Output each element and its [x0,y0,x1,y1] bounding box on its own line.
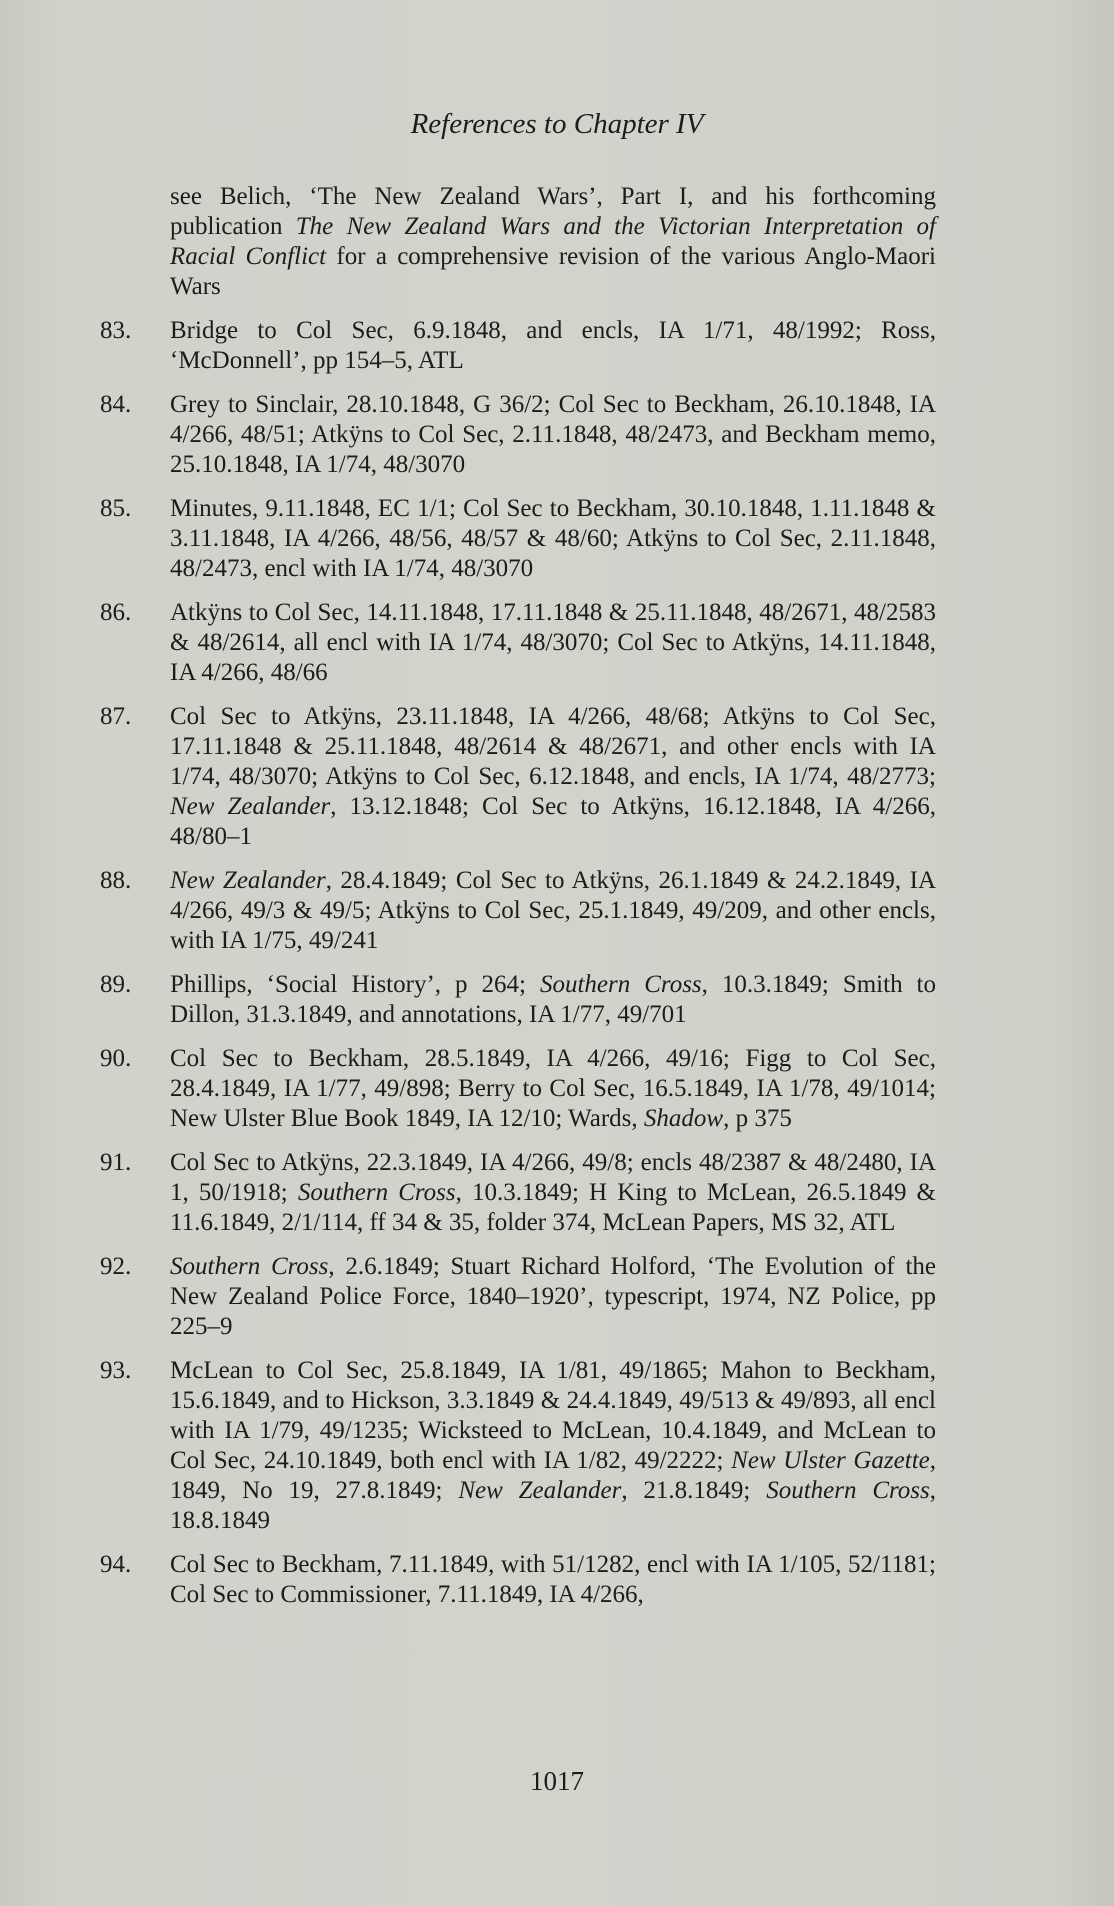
text-run: , 18.8.1849 [170,1477,936,1534]
text-run: Col Sec to Beckham, 28.5.1849, IA 4/266, 49/16; Figg to Col Sec, 28.4.1849, IA 1/77, 49/898; Berry to Col Sec, 16.5.1849, IA 1/78, 49/1014; New Ulster Blue Book 1849, IA 12/10; Wards, [170,1045,936,1132]
reference-number: 91. [100,1149,132,1176]
italic-title: Southern Cross [539,971,702,998]
reference-entries [100,316,936,1610]
italic-title: Southern Cross [766,1477,930,1504]
reference-text [170,316,936,376]
reference-number: 86. [100,599,132,626]
text-run: Atkÿns to Col Sec, 14.11.1848, 17.11.1848 & 25.11.1848, 48/2671, 48/2583 & 48/2614, all encl with IA 1/74, 48/3070; Col Sec to Atkÿns, 14.11.1848, IA 4/266, 48/66 [170,599,936,686]
reference-text [170,390,936,480]
reference-number: 85. [100,495,132,522]
text-run: , 1849, No 19, 27.8.1849; [170,1447,936,1504]
reference-entry [100,494,936,584]
reference-entry [100,1252,936,1342]
text-run: see Belich, ‘The New Zealand Wars’, Part I, and his forthcoming publication [170,183,936,240]
reference-entry [100,316,936,376]
text-run: , 28.4.1849; Col Sec to Atkÿns, 26.1.1849 & 24.2.1849, IA 4/266, 49/3 & 49/5; Atkÿns to Col Sec, 25.1.1849, 49/209, and other encls, with IA 1/75, 49/241 [170,867,936,954]
italic-title: Southern Cross [170,1253,329,1280]
text-run: , 2.6.1849; Stuart Richard Holford, ‘The Evolution of the New Zealand Police Force, 1840–1920’, typescript, 1974, NZ Police, pp 225–9 [170,1253,936,1340]
reference-entry [100,390,936,480]
italic-title: The New Zealand Wars and the Victorian Interpretation of Racial Conflict [170,213,936,270]
text-run: Grey to Sinclair, 28.10.1848, G 36/2; Col Sec to Beckham, 26.10.1848, IA 4/266, 48/51; Atkÿns to Col Sec, 2.11.1848, 48/2473, and Beckham memo, 25.10.1848, IA 1/74, 48/3070 [170,391,936,478]
text-run: Phillips, ‘Social History’, p 264; [170,971,540,998]
references-list [100,182,936,1624]
reference-text [170,866,936,956]
text-run: Col Sec to Atkÿns, 23.11.1848, IA 4/266, 48/68; Atkÿns to Col Sec, 17.11.1848 & 25.11.1848, 48/2614 & 48/2671, and other encls with IA 1/74, 48/3070; Atkÿns to Col Sec, 6.12.1848, and encls, IA 1/74, 48/2773; [170,703,936,790]
text-run: McLean to Col Sec, 25.8.1849, IA 1/81, 49/1865; Mahon to Beckham, 15.6.1849, and to Hickson, 3.3.1849 & 24.4.1849, 49/513 & 49/893, all encl with IA 1/79, 49/1235; Wicksteed to McLean, 10.4.1849, and McLean to Col Sec, 24.10.1849, both encl with IA 1/82, 49/2222; [170,1357,936,1474]
reference-text [170,1550,936,1610]
reference-number: 88. [100,867,132,894]
italic-title: New Ulster Gazette [731,1447,930,1474]
reference-number: 94. [100,1551,132,1578]
italic-title: New Zealander [170,867,326,894]
text-run: Minutes, 9.11.1848, EC 1/1; Col Sec to Beckham, 30.10.1848, 1.11.1848 & 3.11.1848, IA 4/266, 48/56, 48/57 & 48/60; Atkÿns to Col Sec, 2.11.1848, 48/2473, encl with IA 1/74, 48/3070 [170,495,936,582]
text-run: Col Sec to Atkÿns, 22.3.1849, IA 4/266, 49/8; encls 48/2387 & 48/2480, IA 1, 50/1918; [170,1149,936,1206]
reference-entry [100,598,936,688]
text-run: Bridge to Col Sec, 6.9.1848, and encls, IA 1/71, 48/1992; Ross, ‘McDonnell’, pp 154–5, ATL [170,317,936,374]
italic-title: New Zealander [170,793,331,820]
running-head: References to Chapter IV [410,108,704,140]
reference-text [170,1044,936,1134]
reference-entry [100,866,936,956]
text-run: , 13.12.1848; Col Sec to Atkÿns, 16.12.1848, IA 4/266, 48/80–1 [170,793,937,850]
italic-title: Shadow [643,1105,724,1132]
reference-number: 92. [100,1253,132,1280]
reference-text [170,702,936,852]
reference-text [170,1148,936,1238]
reference-number: 93. [100,1357,132,1384]
reference-entry [100,1356,936,1536]
reference-text [170,1356,936,1536]
reference-number: 84. [100,391,132,418]
continued-note [100,182,936,302]
text-run: , p 375 [723,1105,792,1132]
reference-entry [100,1148,936,1238]
text-run: , 21.8.1849; [621,1477,767,1504]
reference-entry [100,1044,936,1134]
reference-number: 89. [100,971,132,998]
reference-text [170,970,936,1030]
reference-entry [100,1550,936,1610]
text-run: for a comprehensive revision of the various Anglo-Maori Wars [170,243,936,300]
reference-text [170,1252,936,1342]
reference-number: 90. [100,1045,132,1072]
text-run: , 10.3.1849; Smith to Dillon, 31.3.1849, and annotations, IA 1/77, 49/701 [170,971,937,1028]
reference-number: 87. [100,703,132,730]
italic-title: Southern Cross [297,1179,456,1206]
italic-title: New Zealander [458,1477,622,1504]
text-run: , 10.3.1849; H King to McLean, 26.5.1849 & 11.6.1849, 2/1/114, ff 34 & 35, folder 374, McLean Papers, MS 32, ATL [170,1179,936,1236]
reference-text [170,598,936,688]
reference-entry [100,970,936,1030]
text-run: Col Sec to Beckham, 7.11.1849, with 51/1282, encl with IA 1/105, 52/1181; Col Sec to Commissioner, 7.11.1849, IA 4/266, [170,1551,936,1608]
reference-text [170,494,936,584]
reference-entry [100,702,936,852]
page-number: 1017 [530,1766,584,1796]
reference-number: 83. [100,317,132,344]
